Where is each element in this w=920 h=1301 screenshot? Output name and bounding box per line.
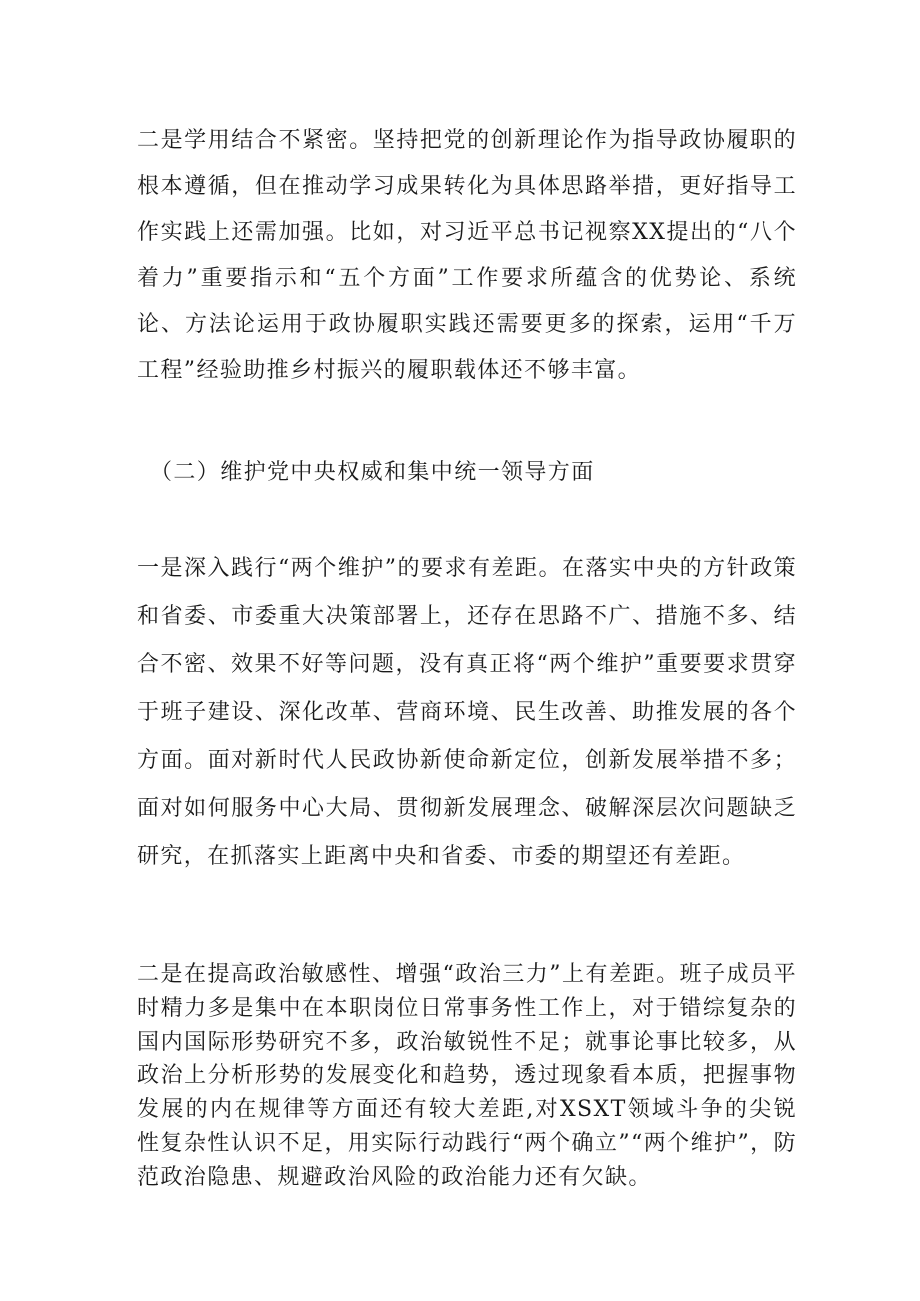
- paragraph-study-application: 二是学用结合不紧密。坚持把党的创新理论作为指导政协履职的根本遵循，但在推动学习成果转化为具体思路举措，更好指导工作实践上还需加强。比如，对习近平总书记视察XX提出的“八个着力”重要指示和“五个方面”工作要求所蕴含的优势论、系统论、方法论运用于政协履职实践还需要更多的探索，运用“千万工程”经验助推乡村振兴的履职载体还不够丰富。: [137, 128, 797, 383]
- paragraph-political-sensitivity: 二是在提高政治敏感性、增强“政治三力”上有差距。班子成员平时精力多是集中在本职岗位日常事务性工作上，对于错综复杂的国内国际形势研究不多，政治敏锐性不足；就事论事比较多，从政治上分析形势的发展变化和趋势，透过现象看本质，把握事物发展的内在规律等方面还有较大差距,对XSXT领域斗争的尖锐性复杂性认识不足，用实际行动践行“两个确立”“两个维护”，防范政治隐患、规避政治风险的政治能力还有欠缺。: [137, 962, 797, 1190]
- section-heading: （二）维护党中央权威和集中统一领导方面: [150, 460, 595, 485]
- paragraph-two-safeguards: 一是深入践行“两个维护”的要求有差距。在落实中央的方针政策和省委、市委重大决策部署上，还存在思路不广、措施不多、结合不密、效果不好等问题，没有真正将“两个维护”重要要求贯穿于班子建设、深化改革、营商环境、民生改善、助推发展的各个方面。面对新时代人民政协新使命新定位，创新发展举措不多；面对如何服务中心大局、贯彻新发展理念、破解深层次问题缺乏研究，在抓落实上距离中央和省委、市委的期望还有差距。: [137, 556, 797, 869]
